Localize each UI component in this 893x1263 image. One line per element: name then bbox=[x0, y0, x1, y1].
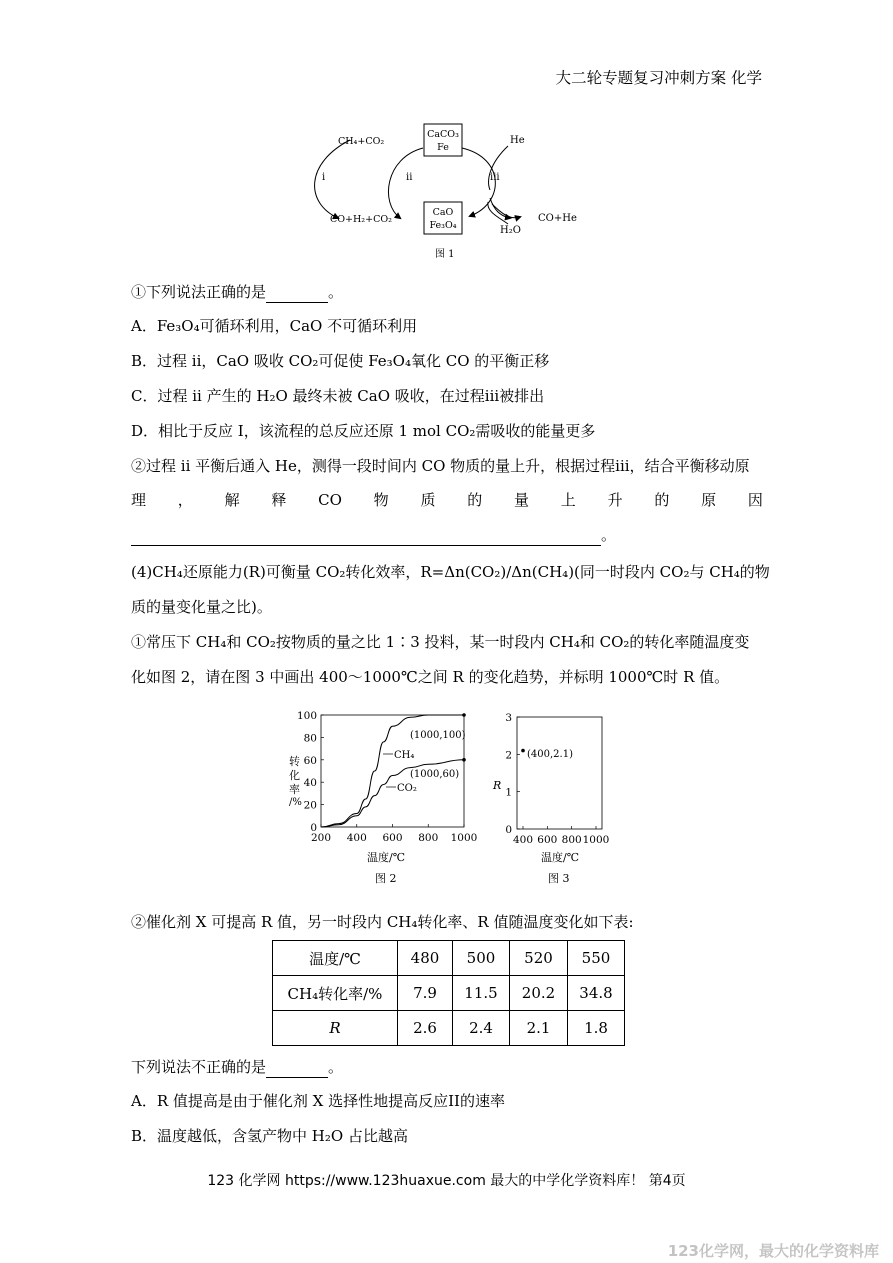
q2-word: 质 bbox=[420, 491, 436, 509]
label-he: He bbox=[510, 135, 525, 146]
table-cell: 温度/℃ bbox=[273, 941, 398, 976]
q3-end: 。 bbox=[328, 1058, 344, 1076]
fig2-point-ch4 bbox=[462, 713, 466, 717]
arrow-h2o-out bbox=[488, 202, 508, 224]
answer-blank-1[interactable] bbox=[266, 282, 328, 303]
fig2-label-co2: CO₂ bbox=[397, 783, 417, 794]
fig2-ytick-label: 40 bbox=[303, 777, 317, 790]
fig3-ytick-label: 1 bbox=[505, 786, 512, 799]
fig3-frame bbox=[517, 717, 602, 829]
q3-stem-line bbox=[131, 1057, 343, 1078]
q1-option-a: A．Fe₃O₄可循环利用，CaO 不可循环利用 bbox=[131, 317, 418, 335]
answer-blank-2[interactable] bbox=[131, 525, 601, 546]
q1-option-b: B．过程 ii，CaO 吸收 CO₂可促使 Fe₃O₄氧化 CO 的平衡正移 bbox=[131, 352, 550, 370]
q2-word: 因 bbox=[747, 491, 763, 509]
fig3-xlabel: 温度/℃ bbox=[541, 851, 580, 864]
table-cell: 11.5 bbox=[453, 976, 510, 1011]
table-cell: 480 bbox=[398, 941, 453, 976]
table-row bbox=[273, 941, 625, 976]
fig2-xtick-label: 1000 bbox=[450, 832, 478, 844]
table-cell: 34.8 bbox=[568, 976, 625, 1011]
q2-word: 的 bbox=[654, 491, 670, 509]
part4-line2: 质的量变化量之比)。 bbox=[131, 598, 272, 616]
table-cell: 2.4 bbox=[453, 1011, 510, 1046]
q2-end: 。 bbox=[601, 526, 617, 544]
q2-word: 上 bbox=[560, 491, 576, 509]
label-fe: Fe bbox=[437, 142, 449, 153]
part4-q1-line2: 化如图 2，请在图 3 中画出 400～1000℃之间 R 的变化趋势，并标明 1000℃时 R 值。 bbox=[131, 668, 730, 686]
q1-option-c: C．过程 ii 产生的 H₂O 最终未被 CaO 吸收，在过程iii被排出 bbox=[131, 387, 545, 405]
figure-3-chart bbox=[490, 705, 615, 890]
table-cell: 20.2 bbox=[510, 976, 568, 1011]
q3-stem: 下列说法不正确的是 bbox=[131, 1058, 267, 1076]
part4-line1: (4)CH₄还原能力(R)可衡量 CO₂转化效率，R=Δn(CO₂)/Δn(CH₄)(同一时段内 CO₂与 CH₄的物 bbox=[131, 563, 770, 581]
label-cao: CaO bbox=[432, 207, 454, 218]
q2-word: 的 bbox=[467, 491, 483, 509]
arrow-ii bbox=[388, 148, 423, 218]
arrow-i bbox=[315, 140, 350, 218]
fig2-annotation-ch4: (1000,100) bbox=[410, 730, 466, 741]
table-cell: CH₄转化率/% bbox=[273, 976, 398, 1011]
table-cell: 1.8 bbox=[568, 1011, 625, 1046]
fig2-xtick-label: 600 bbox=[382, 832, 403, 844]
fig2-ytick-label: 20 bbox=[303, 799, 317, 812]
q2-word: 升 bbox=[607, 491, 623, 509]
table-cell: 550 bbox=[568, 941, 625, 976]
fig3-ytick-label: 0 bbox=[505, 824, 512, 836]
answer-blank-3[interactable] bbox=[266, 1057, 328, 1078]
q1-end: 。 bbox=[328, 283, 344, 301]
label-co-he: CO+He bbox=[538, 213, 577, 224]
label-ch4-co2: CH₄+CO₂ bbox=[338, 136, 385, 147]
part4-q1-line1: ①常压下 CH₄和 CO₂按物质的量之比 1∶3 投料，某一时段内 CH₄和 CO₂的转化率随温度变 bbox=[131, 633, 750, 651]
table-row bbox=[273, 1011, 625, 1046]
label-step-ii: ii bbox=[406, 172, 413, 183]
label-step-i: i bbox=[322, 172, 326, 183]
q2-word: 释 bbox=[271, 491, 287, 509]
fig3-point bbox=[521, 749, 525, 753]
label-h2o: H₂O bbox=[500, 225, 521, 236]
fig2-ylabel-2: 化 bbox=[289, 769, 300, 782]
watermark: 123化学网，最大的化学资料库 bbox=[667, 1242, 879, 1260]
q2-answer-line bbox=[131, 525, 616, 546]
fig3-xtick-label: 400 bbox=[512, 834, 534, 846]
fig3-xtick-label: 1000 bbox=[582, 834, 610, 846]
q2-word: CO bbox=[318, 491, 342, 509]
q2-word: 解 bbox=[224, 491, 240, 509]
fig2-label-ch4: CH₄ bbox=[394, 750, 415, 761]
q2-word: 原 bbox=[701, 491, 717, 509]
figure-1-diagram bbox=[310, 118, 600, 268]
fig3-xtick-label: 600 bbox=[537, 834, 558, 846]
q1-option-d: D．相比于反应 I，该流程的总反应还原 1 mol CO₂需吸收的能量更多 bbox=[131, 422, 596, 440]
q2-word: ， bbox=[177, 491, 193, 509]
fig2-xtick-label: 200 bbox=[310, 832, 332, 844]
table-question-stem: ②催化剂 X 可提高 R 值，另一时段内 CH₄转化率、R 值随温度变化如下表: bbox=[131, 913, 634, 931]
fig2-point-co2 bbox=[462, 758, 466, 762]
fig3-ytick-label: 3 bbox=[505, 712, 512, 724]
fig3-caption: 图 3 bbox=[548, 872, 570, 885]
fig2-ytick-label: 80 bbox=[303, 732, 317, 745]
arrow-he-in bbox=[489, 146, 508, 190]
fig2-ytick-label: 100 bbox=[296, 710, 317, 722]
q3-option-a: A．R 值提高是由于催化剂 X 选择性地提高反应II的速率 bbox=[131, 1092, 505, 1110]
table-cell: 520 bbox=[510, 941, 568, 976]
page-header: 大二轮专题复习冲刺方案 化学 bbox=[555, 69, 762, 87]
q2-word: 量 bbox=[514, 491, 530, 509]
page-footer: 123 化学网 https://www.123huaxue.com 最大的中学化学资料库！ 第4页 bbox=[207, 1173, 686, 1189]
table-cell: 2.6 bbox=[398, 1011, 453, 1046]
q2-word: 物 bbox=[373, 491, 389, 509]
fig2-xlabel: 温度/℃ bbox=[367, 851, 406, 864]
fig2-ytick-label: 60 bbox=[303, 754, 317, 767]
data-table bbox=[272, 940, 625, 1046]
table-cell: 500 bbox=[453, 941, 510, 976]
fig2-annotation-co2: (1000,60) bbox=[410, 769, 460, 780]
fig3-ylabel: R bbox=[493, 779, 502, 792]
fig2-ylabel-4: /% bbox=[289, 797, 302, 808]
label-fe3o4: Fe₃O₄ bbox=[429, 220, 457, 231]
q1-stem-line bbox=[131, 282, 343, 303]
table-row bbox=[273, 976, 625, 1011]
table-cell: 2.1 bbox=[510, 1011, 568, 1046]
q2-line1: ②过程 ii 平衡后通入 He，测得一段时间内 CO 物质的量上升，根据过程iii，结合平衡移动原 bbox=[131, 457, 750, 475]
q2-word: 理 bbox=[131, 491, 147, 509]
label-step-iii: iii bbox=[490, 172, 500, 183]
q1-stem: ①下列说法正确的是 bbox=[131, 283, 267, 301]
fig3-annotation: (400,2.1) bbox=[527, 749, 573, 760]
fig2-xtick-label: 800 bbox=[418, 832, 439, 844]
fig2-xtick-label: 400 bbox=[346, 832, 367, 844]
q3-option-b: B．温度越低，含氢产物中 H₂O 占比越高 bbox=[131, 1127, 408, 1145]
table-cell: R bbox=[273, 1011, 398, 1046]
label-co-h2-co2: CO+H₂+CO₂ bbox=[330, 214, 392, 225]
figure-1-caption: 图 1 bbox=[435, 249, 455, 260]
table-cell: 7.9 bbox=[398, 976, 453, 1011]
label-caco3: CaCO₃ bbox=[427, 129, 459, 140]
fig3-ytick-label: 2 bbox=[505, 749, 512, 762]
arrow-co-he-out bbox=[490, 198, 510, 218]
fig2-ylabel-1: 转 bbox=[289, 755, 300, 768]
fig3-xtick-label: 800 bbox=[561, 834, 582, 846]
fig2-ylabel-3: 率 bbox=[289, 783, 300, 796]
q2-line2 bbox=[131, 490, 763, 510]
fig2-ytick-label: 0 bbox=[310, 822, 317, 834]
fig2-caption: 图 2 bbox=[375, 872, 397, 885]
figure-2-chart bbox=[283, 705, 483, 890]
